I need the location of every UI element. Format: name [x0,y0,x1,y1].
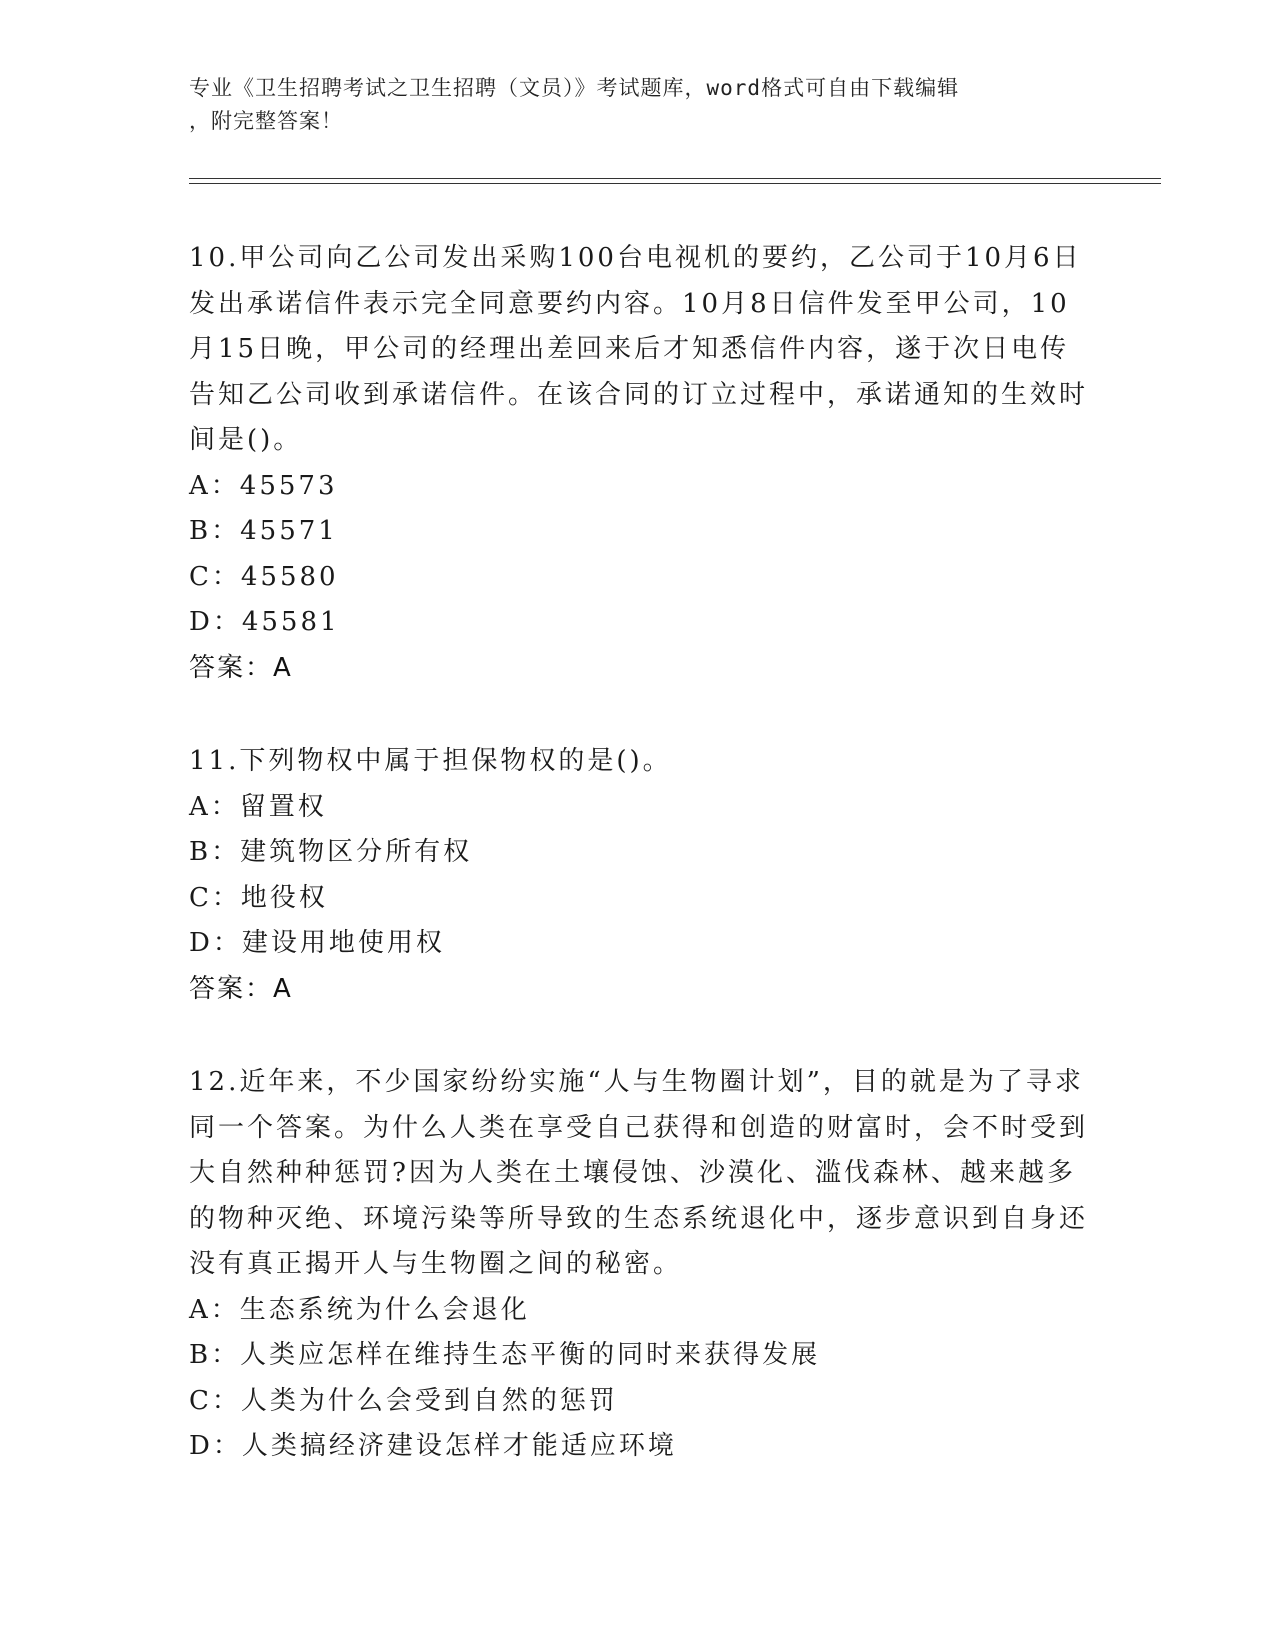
option-a: A：生态系统为什么会退化 [189,1294,530,1325]
header-line-1: 专业《卫生招聘考试之卫生招聘（文员）》考试题库，word格式可自由下载编辑 [189,76,960,100]
option-c: C：45580 [189,561,339,592]
header-line-2: ，附完整答案！ [189,109,343,133]
option-c: C：人类为什么会受到自然的惩罚 [189,1385,618,1416]
option-c: C：地役权 [189,882,328,913]
question-10 [189,236,1089,691]
option-d: D：45581 [189,607,340,637]
option-a: A：45573 [189,470,338,501]
question-12 [189,1060,1089,1470]
question-stem: 11.下列物权中属于担保物权的是()。 [189,746,672,776]
option-d: D：人类搞经济建设怎样才能适应环境 [189,1431,677,1461]
answer-label: 答案：A [189,652,293,683]
question-stem: 10.甲公司向乙公司发出采购100台电视机的要约，乙公司于10月6日发出承诺信件表示完全同意要约内容。10月8日信件发至甲公司，10月15日晚，甲公司的经理出差回来后才知悉信件内容，遂于次日电传告知乙公司收到承诺信件。在该合同的订立过程中，承诺通知的生效时间是()。 [189,243,1089,455]
question-stem: 12.近年来，不少国家纷纷实施“人与生物圈计划”，目的就是为了寻求同一个答案。为什么人类在享受自己获得和创造的财富时，会不时受到大自然种种惩罚?因为人类在土壤侵蚀、沙漠化、滥伐森林、越来越多的物种灭绝、环境污染等所导致的生态系统退化中，逐步意识到自身还没有真正揭开人与生物圈之间的秘密。 [189,1067,1089,1279]
option-b: B：45571 [189,516,338,546]
option-b: B：人类应怎样在维持生态平衡的同时来获得发展 [189,1340,821,1370]
header-divider-top [189,178,1161,179]
question-11 [189,739,1089,1012]
document-header [189,72,1069,138]
option-b: B：建筑物区分所有权 [189,837,473,867]
answer-label: 答案：A [189,973,293,1004]
option-a: A：留置权 [189,791,327,822]
option-d: D：建设用地使用权 [189,928,445,958]
header-divider-bottom [189,183,1161,184]
